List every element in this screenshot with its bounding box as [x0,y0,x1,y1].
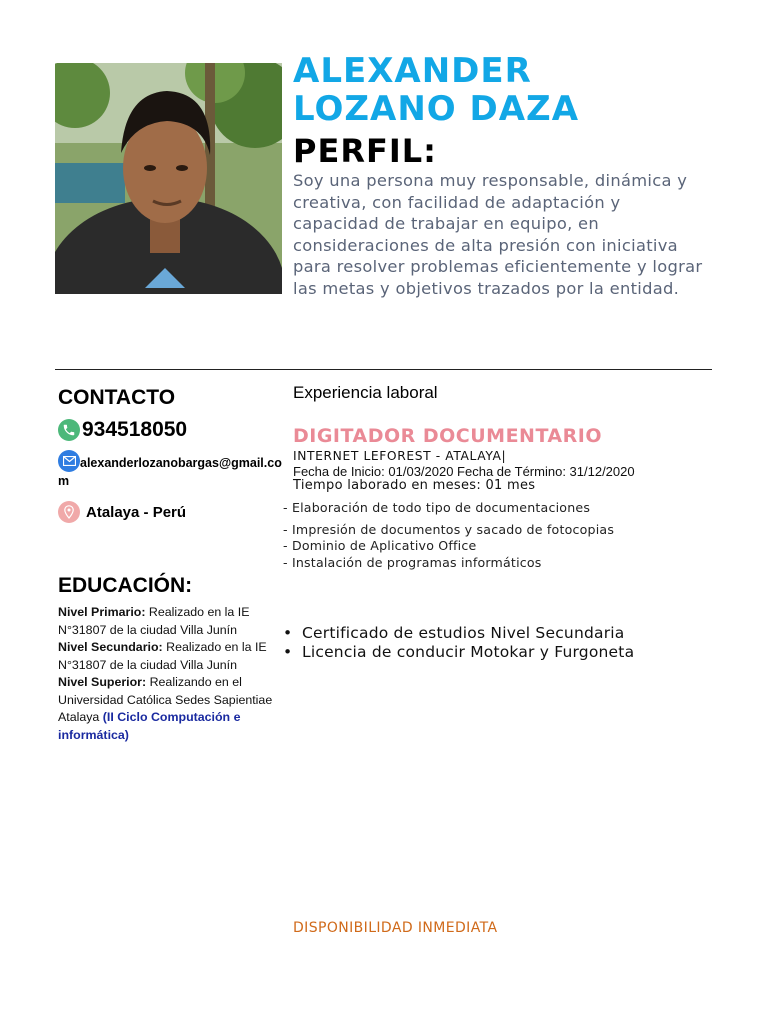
email-address: alexanderlozanobargas@gmail.com [58,456,282,488]
job-months: Tiempo laborado en meses: 01 mes [293,478,536,493]
certification-text: Certificado de estudios Nivel Secundaria [302,624,625,642]
location-text: Atalaya - Perú [86,503,187,521]
contact-email-row [58,450,283,490]
phone-number: 934518050 [82,418,188,441]
mail-icon [58,450,80,472]
edu-superior-label: Nivel Superior: [58,675,147,689]
job-dates: Fecha de Inicio: 01/03/2020 Fecha de Término: 31/12/2020 [293,464,635,479]
job-duties-list [283,500,614,571]
edu-superior-highlight: (II Ciclo Computación e informática) [58,710,241,742]
edu-secondary-label: Nivel Secundario: [58,640,163,654]
name-line-1: ALEXANDER [293,51,532,91]
duty-item: - Dominio de Aplicativo Office [283,538,477,553]
certification-item [283,624,634,643]
availability-note: DISPONIBILIDAD INMEDIATA [293,920,498,936]
bullet-icon: • [283,624,293,642]
profile-text: Soy una persona muy responsable, dinámica y creativa, con facilidad de adaptación y capacidad de trabajar en equipo, en consideraciones de alta presión con iniciativa para resolver problemas eficientemente y lograr las metas y objetivos trazados por la entidad. [293,171,703,298]
profile-title: PERFIL: [293,132,437,170]
candidate-name [293,52,713,128]
edu-secondary-text: Realizado en la IE N°31807 de la ciudad Villa Junín [58,640,267,672]
edu-superior-text: Realizando en el Universidad Católica Sedes Sapientiae Atalaya [58,675,273,724]
bullet-icon: • [283,642,293,661]
experience-title: Experiencia laboral [293,383,438,402]
education-title: EDUCACIÓN: [58,574,193,597]
contact-phone-row [58,418,187,442]
duty-item: - Impresión de documentos y sacado de fotocopias [283,521,615,537]
certifications-list [283,624,634,661]
education-body [58,604,283,744]
profile-photo [55,63,282,294]
section-divider [55,369,712,370]
contact-title: CONTACTO [58,386,176,409]
certification-text: Licencia de conducir Motokar y Furgoneta [302,642,635,661]
duty-item: - Elaboración de todo tipo de documentaciones [283,500,591,515]
contact-location-row [58,501,186,523]
edu-primary-text: Realizado en la IE N°31807 de la ciudad Villa Junín [58,605,250,637]
job-title: DIGITADOR DOCUMENTARIO [293,425,602,447]
certification-item [283,643,634,662]
phone-icon [58,419,80,441]
job-company: INTERNET LEFOREST - ATALAYA| [293,449,507,463]
duty-item: - Instalación de programas informáticos [283,554,542,570]
name-line-2: LOZANO DAZA [293,89,580,129]
location-pin-icon [58,501,80,523]
edu-primary-label: Nivel Primario: [58,605,146,619]
